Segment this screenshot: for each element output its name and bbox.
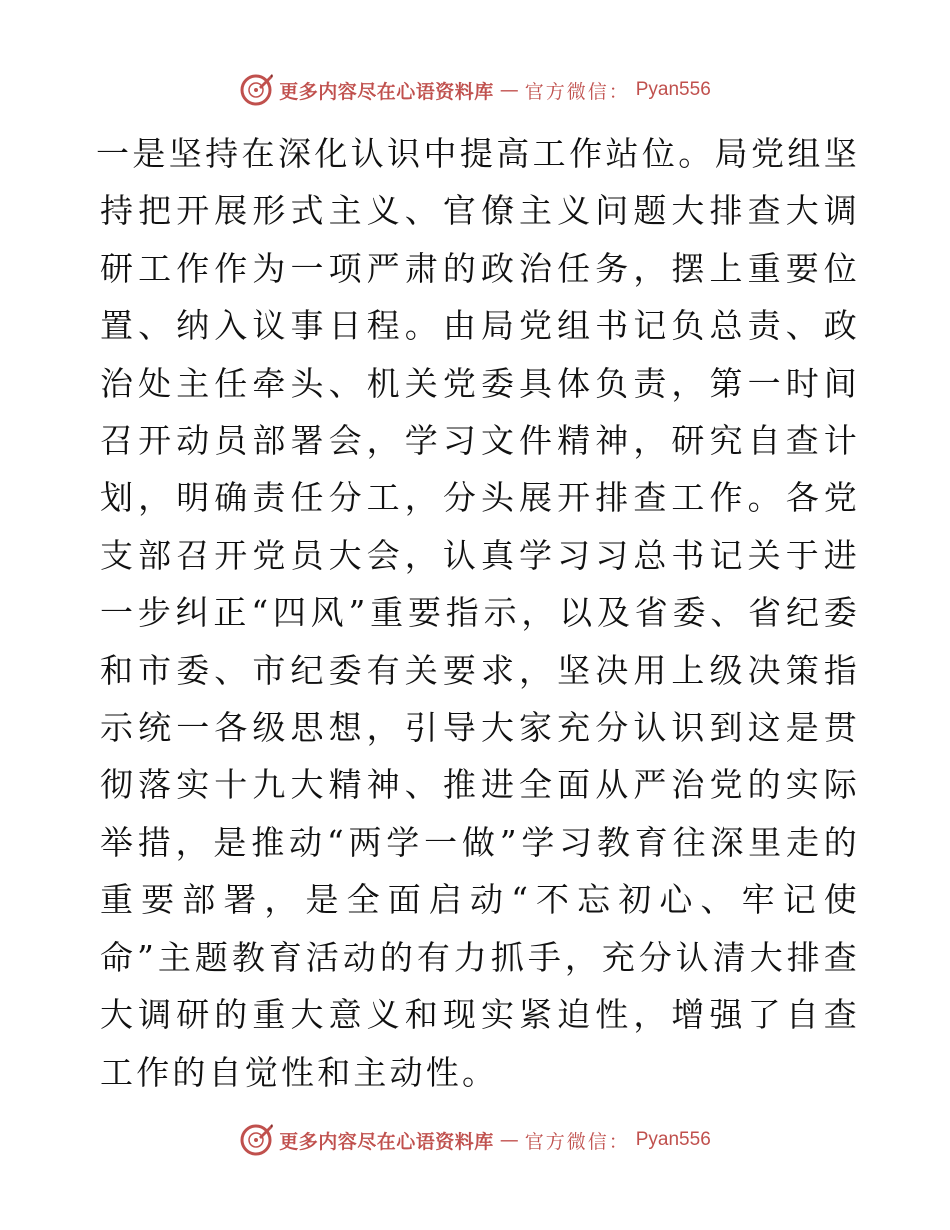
watermark-brand-text: 更多内容尽在心语资料库	[279, 1130, 494, 1153]
watermark-official-label: 官方微信：	[524, 1130, 630, 1153]
watermark-dash: —	[499, 79, 519, 101]
cd-pen-logo-icon	[239, 73, 273, 107]
watermark-brand-text: 更多内容尽在心语资料库	[279, 80, 494, 103]
watermark-dash: —	[499, 1129, 519, 1151]
watermark-wechat-id: Pyan556	[635, 79, 711, 100]
cd-pen-logo-icon	[239, 1123, 273, 1157]
watermark-wechat-id: Pyan556	[635, 1129, 711, 1150]
body-paragraph: 一是坚持在深化认识中提高工作站位。局党组坚持把开展形式主义、官僚主义问题大排查大调研工作作为一项严肃的政治任务，摆上重要位置、纳入议事日程。由局党组书记负总责、政治处主任牵头、机关党委具体负责，第一时间召开动员部署会，学习文件精神，研究自查计划，明确责任分工，分头展开排查工作。各党支部召开党员大会，认真学习习总书记关于进一步纠正“四风”重要指示，以及省委、省纪委和市委、市纪委有关要求，坚决用上级决策指示统一各级思想，引导大家充分认识到这是贯彻落实十九大精神、推进全面从严治党的实际举措，是推动“两学一做”学习教育往深里走的重要部署，是全面启动“不忘初心、牢记使命”主题教育活动的有力抓手，充分认清大排查大调研的重大意义和现实紧迫性，增强了自查工作的自觉性和主动性。	[96, 134, 860, 1092]
header-watermark	[0, 70, 950, 110]
watermark-official-label: 官方微信：	[524, 80, 630, 103]
document-body	[96, 125, 860, 1101]
footer-watermark	[0, 1120, 950, 1160]
